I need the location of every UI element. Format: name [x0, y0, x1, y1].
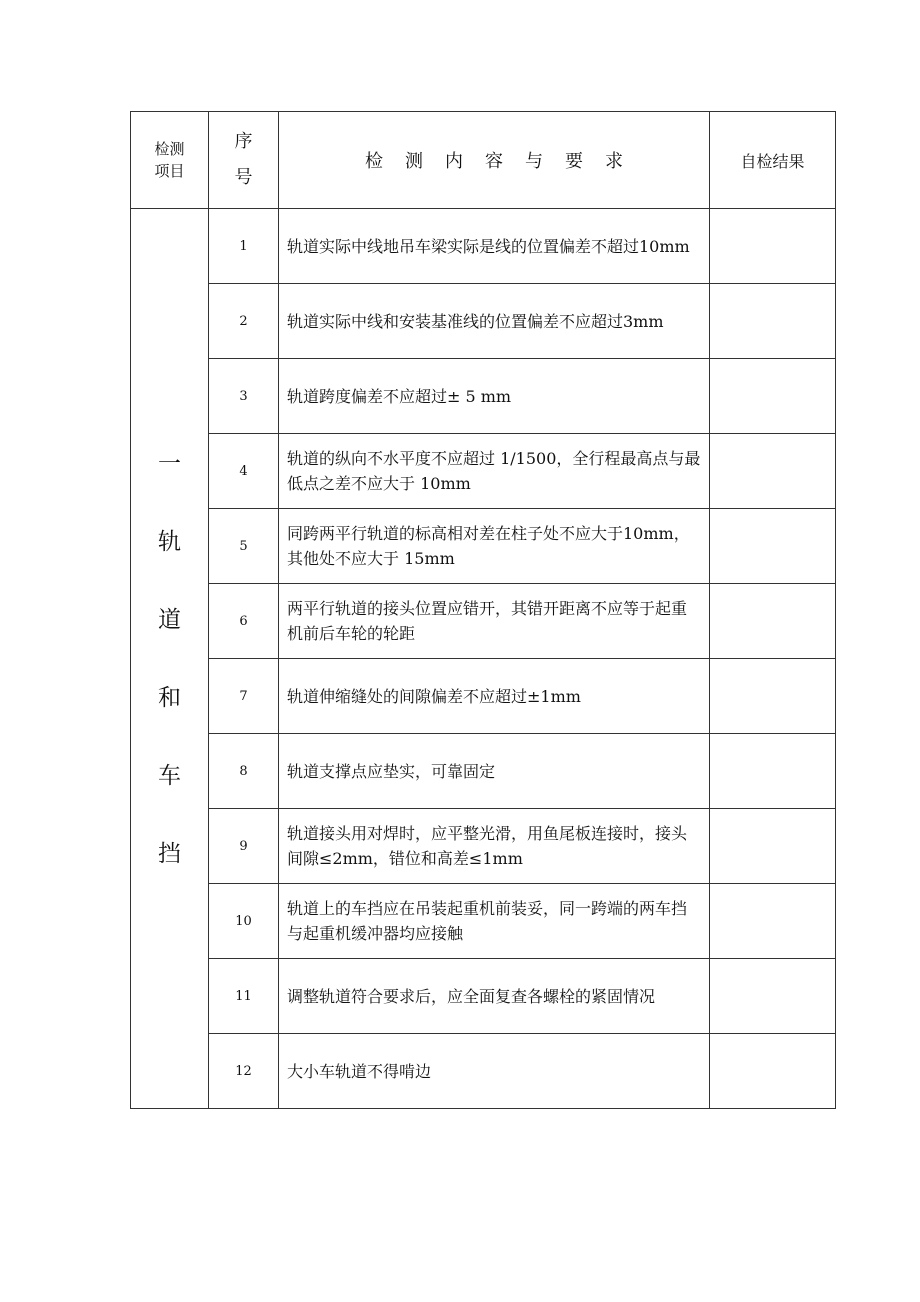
header-content-char: 要	[565, 151, 583, 172]
table-row	[131, 734, 836, 809]
header-content-char: 容	[485, 151, 503, 172]
category-char: 和	[158, 684, 181, 711]
header-content-char: 检	[365, 151, 383, 172]
row-number: 5	[209, 509, 279, 584]
table-row	[131, 584, 836, 659]
category-char: 轨	[158, 528, 181, 555]
header-seq-line1: 序	[234, 131, 253, 152]
row-result-cell[interactable]	[710, 884, 836, 959]
row-requirement: 轨道跨度偏差不应超过± 5 mm	[279, 359, 710, 434]
row-result-cell[interactable]	[710, 284, 836, 359]
header-seq-line2: 号	[234, 167, 253, 188]
row-result-cell[interactable]	[710, 434, 836, 509]
row-result-cell[interactable]	[710, 809, 836, 884]
header-item-line2: 项目	[154, 162, 185, 180]
row-requirement: 轨道上的车挡应在吊装起重机前装妥，同一跨端的两车挡与起重机缓冲器均应接触	[279, 884, 710, 959]
row-result-cell[interactable]	[710, 734, 836, 809]
row-requirement: 两平行轨道的接头位置应错开，其错开距离不应等于起重机前后车轮的轮距	[279, 584, 710, 659]
table-row	[131, 809, 836, 884]
table-row	[131, 1034, 836, 1109]
header-seq	[209, 112, 279, 209]
header-content	[279, 112, 710, 209]
row-result-cell[interactable]	[710, 584, 836, 659]
row-requirement: 轨道实际中线地吊车梁实际是线的位置偏差不超过10mm	[279, 209, 710, 284]
row-number: 8	[209, 734, 279, 809]
header-item-line1: 检测	[154, 140, 185, 158]
table-row	[131, 209, 836, 284]
table-row	[131, 434, 836, 509]
inspection-table	[130, 111, 836, 1109]
row-number: 9	[209, 809, 279, 884]
row-result-cell[interactable]	[710, 209, 836, 284]
table-row	[131, 284, 836, 359]
table-row	[131, 659, 836, 734]
table-row	[131, 359, 836, 434]
category-char: 一	[158, 450, 181, 477]
row-number: 12	[209, 1034, 279, 1109]
header-row	[131, 112, 836, 209]
row-requirement: 大小车轨道不得啃边	[279, 1034, 710, 1109]
row-number: 10	[209, 884, 279, 959]
header-item	[131, 112, 209, 209]
header-result: 自检结果	[710, 112, 836, 209]
row-result-cell[interactable]	[710, 509, 836, 584]
row-requirement: 同跨两平行轨道的标高相对差在柱子处不应大于10mm，其他处不应大于 15mm	[279, 509, 710, 584]
row-requirement: 轨道实际中线和安装基准线的位置偏差不应超过3mm	[279, 284, 710, 359]
row-number: 1	[209, 209, 279, 284]
row-result-cell[interactable]	[710, 359, 836, 434]
table-row	[131, 509, 836, 584]
table-row	[131, 884, 836, 959]
row-number: 3	[209, 359, 279, 434]
row-result-cell[interactable]	[710, 959, 836, 1034]
row-result-cell[interactable]	[710, 1034, 836, 1109]
category-char: 道	[158, 606, 181, 633]
row-number: 6	[209, 584, 279, 659]
row-number: 2	[209, 284, 279, 359]
row-number: 7	[209, 659, 279, 734]
row-requirement: 调整轨道符合要求后，应全面复查各螺栓的紧固情况	[279, 959, 710, 1034]
header-content-char: 内	[445, 151, 463, 172]
row-requirement: 轨道接头用对焊时，应平整光滑，用鱼尾板连接时，接头间隙≤2mm，错位和高差≤1mm	[279, 809, 710, 884]
table-row	[131, 959, 836, 1034]
row-requirement: 轨道的纵向不水平度不应超过 1/1500，全行程最高点与最低点之差不应大于 10mm	[279, 434, 710, 509]
header-content-char: 与	[525, 151, 543, 172]
row-number: 4	[209, 434, 279, 509]
row-requirement: 轨道伸缩缝处的间隙偏差不应超过±1mm	[279, 659, 710, 734]
category-char: 车	[158, 762, 181, 789]
header-content-char: 求	[605, 151, 623, 172]
header-content-char: 测	[405, 151, 423, 172]
category-cell	[131, 209, 209, 1109]
row-result-cell[interactable]	[710, 659, 836, 734]
row-number: 11	[209, 959, 279, 1034]
row-requirement: 轨道支撑点应垫实，可靠固定	[279, 734, 710, 809]
category-char: 挡	[158, 840, 181, 867]
